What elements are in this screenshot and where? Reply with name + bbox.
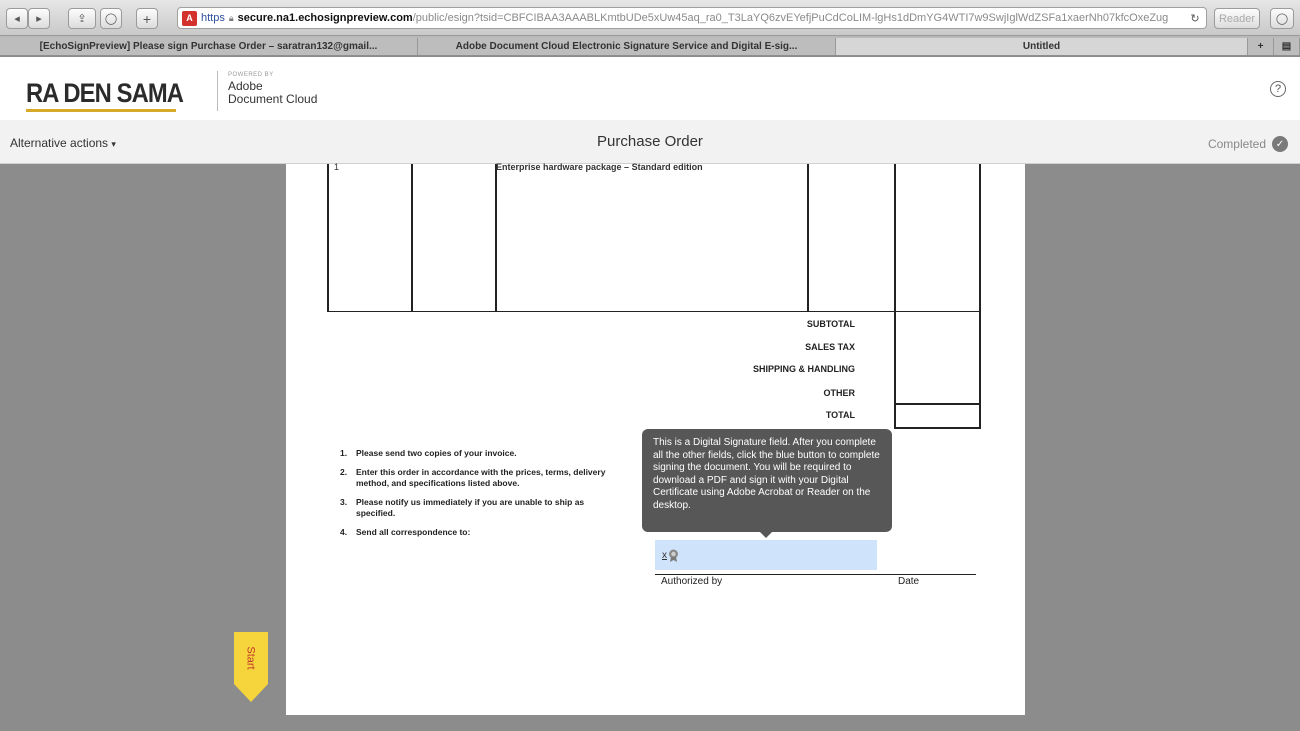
note-text: Please send two copies of your invoice.: [356, 448, 517, 458]
caret-down-icon: ▾: [111, 139, 116, 149]
browser-toolbar: [0, 0, 1300, 36]
note-text: Send all correspondence to:: [356, 527, 471, 537]
date-label: Date: [898, 576, 920, 587]
shipping-label: SHIPPING & HANDLING: [752, 364, 855, 374]
share-icon: ⇪: [77, 13, 87, 25]
logo-underline: [26, 109, 176, 112]
subtotal-label: SUBTOTAL: [806, 319, 855, 329]
start-label: Start: [244, 646, 257, 670]
note-item: [340, 527, 610, 538]
app-header: [0, 57, 1300, 120]
address-bar[interactable]: [177, 7, 1207, 29]
table-border: [894, 427, 981, 429]
help-icon[interactable]: ?: [1270, 81, 1286, 97]
table-border: [495, 164, 497, 312]
new-tab-plus[interactable]: [1248, 38, 1274, 55]
note-number: 2.: [340, 467, 348, 477]
powered-by-label: POWERED BY: [228, 72, 274, 78]
url-path: /public/esign?tsid=CBFCIBAA3AAABLKmtbUDe5xUw45aq_ra0_T3LaYQ6zvEYefjPuCdCoLIM-lgHs1dDmYG4WTI7w9SwjIglWdZSFa1xaerNh07kfcOxeZug: [412, 12, 1169, 24]
table-border: [979, 164, 981, 429]
order-notes: [340, 448, 610, 546]
adobe-brand: [228, 80, 317, 106]
note-number: 3.: [340, 497, 348, 507]
table-border: [411, 164, 413, 312]
authorized-by-label: Authorized by: [661, 576, 723, 587]
reload-button[interactable]: [1186, 8, 1204, 29]
tab-untitled[interactable]: Untitled: [836, 38, 1248, 55]
start-label-wrap: [232, 632, 270, 684]
note-item: [340, 448, 610, 459]
plus-icon: +: [1257, 41, 1264, 52]
table-border: [894, 164, 896, 429]
signature-line: [655, 574, 976, 575]
alternative-actions-label: Alternative actions: [10, 136, 109, 150]
note-number: 1.: [340, 448, 348, 458]
share-button[interactable]: [68, 8, 96, 29]
document-page: [286, 164, 1025, 715]
table-border: [894, 403, 981, 405]
back-arrow-icon: ◂: [14, 13, 20, 25]
table-border: [327, 311, 981, 312]
item-number: 1: [334, 162, 340, 172]
top-sites-button[interactable]: [100, 8, 122, 29]
tab-grid-icon: ▤: [1281, 41, 1292, 52]
url-scheme: https: [201, 12, 225, 24]
completed-label: Completed: [1207, 137, 1266, 151]
acrobat-favicon-icon: A: [182, 11, 197, 26]
note-item: [340, 497, 610, 519]
downloads-icon: ◯: [1275, 13, 1289, 25]
table-border: [807, 164, 809, 312]
table-border: [327, 164, 329, 312]
certificate-seal-icon: [668, 549, 679, 562]
check-circle-icon: ✓: [1272, 136, 1288, 152]
action-bar: [0, 120, 1300, 164]
tab-echosign[interactable]: [EchoSignPreview] Please sign Purchase Order – saratran132@gmail...: [0, 38, 418, 55]
other-label: OTHER: [823, 388, 855, 398]
sales-tax-label: SALES TAX: [805, 342, 855, 352]
plus-icon: +: [142, 10, 152, 27]
tab-bar: [0, 36, 1300, 56]
forward-button[interactable]: [28, 8, 50, 29]
note-number: 4.: [340, 527, 348, 537]
reader-button[interactable]: Reader: [1214, 8, 1260, 29]
reload-icon: ↻: [1190, 13, 1200, 25]
signature-x-mark: x: [662, 549, 667, 561]
tab-adobe-document-cloud[interactable]: Adobe Document Cloud Electronic Signature Service and Digital E-sig...: [418, 38, 836, 55]
item-description: Enterprise hardware package – Standard edition: [496, 162, 703, 172]
logo-divider: [217, 71, 218, 111]
top-sites-icon: ◯: [104, 13, 118, 25]
note-item: [340, 467, 610, 489]
tooltip-arrow: [760, 532, 772, 538]
new-tab-button[interactable]: [136, 8, 158, 29]
digital-signature-field[interactable]: [655, 540, 877, 570]
url-host: secure.na1.echosignpreview.com: [237, 12, 413, 24]
document-cloud-label: Document Cloud: [228, 92, 318, 106]
adobe-label: Adobe: [228, 79, 263, 93]
note-text: Please notify us immediately if you are unable to ship as specified.: [356, 497, 585, 518]
document-title: Purchase Order: [597, 133, 703, 150]
digital-signature-tooltip: This is a Digital Signature field. After you complete all the other fields, click the blue button to complete signing the document. You will be required to download a PDF and sign it with your Digital Certificate using Adobe Acrobat or Reader on the desktop.: [642, 429, 892, 532]
total-label: TOTAL: [825, 410, 855, 420]
note-text: Enter this order in accordance with the prices, terms, delivery method, and specifications listed above.: [356, 467, 606, 488]
back-button[interactable]: [6, 8, 28, 29]
lock-icon: 🔒︎: [228, 12, 234, 23]
completed-status: [1208, 136, 1288, 152]
company-logo: RA DEN SAMA: [26, 78, 184, 108]
tab-overview[interactable]: [1274, 38, 1300, 55]
forward-arrow-icon: ▸: [36, 13, 42, 25]
start-button[interactable]: [232, 632, 270, 702]
downloads-button[interactable]: [1270, 8, 1294, 29]
